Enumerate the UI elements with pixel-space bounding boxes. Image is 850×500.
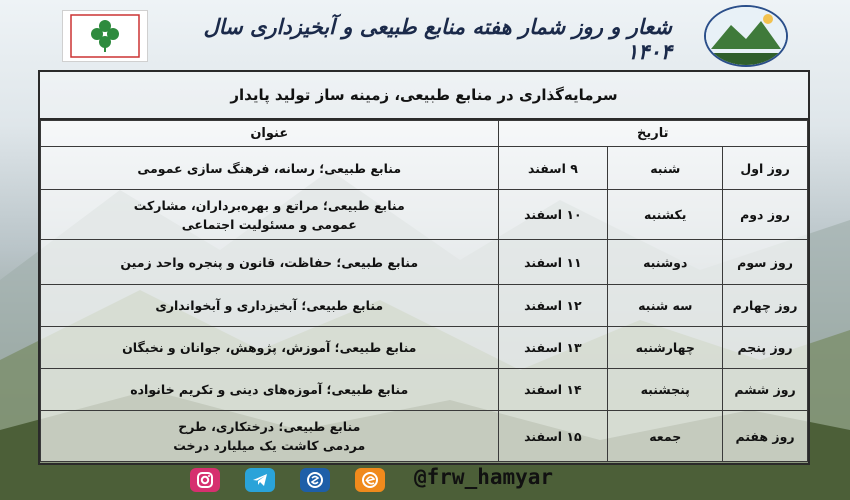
logo-left bbox=[62, 10, 148, 62]
footer bbox=[0, 462, 850, 498]
green-clover-logo-icon bbox=[70, 14, 140, 58]
day-cell: روز دوم bbox=[723, 190, 808, 240]
organization-emblem-logo bbox=[704, 5, 788, 67]
subject-cell: منابع طبیعی؛ درختکاری، طرح مردمی کاشت یک میلیارد درخت bbox=[41, 411, 499, 462]
table-header-row bbox=[41, 121, 808, 147]
subject-cell: منابع طبیعی؛ آموزه‌های دینی و تکریم خانواده bbox=[41, 369, 499, 411]
weekday-cell: شنبه bbox=[608, 147, 723, 190]
table-row bbox=[41, 327, 808, 369]
date-cell: ۱۵ اسفند bbox=[498, 411, 608, 462]
table-row bbox=[41, 240, 808, 285]
subject-cell: منابع طبیعی؛ آموزش، پژوهش، جوانان و نخبگان bbox=[41, 327, 499, 369]
weekday-cell: یکشنبه bbox=[608, 190, 723, 240]
eitaa-icon[interactable] bbox=[355, 468, 385, 492]
date-cell: ۱۳ اسفند bbox=[498, 327, 608, 369]
weekday-cell: دوشنبه bbox=[608, 240, 723, 285]
date-cell: ۱۰ اسفند bbox=[498, 190, 608, 240]
table-row bbox=[41, 411, 808, 462]
instagram-icon[interactable] bbox=[190, 468, 220, 492]
day-cell: روز چهارم bbox=[723, 285, 808, 327]
day-cell: روز اول bbox=[723, 147, 808, 190]
page-title: شعار و روز شمار هفته منابع طبیعی و آبخیزداری سال ۱۴۰۴ bbox=[203, 14, 672, 64]
date-cell: ۱۱ اسفند bbox=[498, 240, 608, 285]
social-handle: @frw_hamyar bbox=[414, 465, 554, 489]
forest-emblem-icon bbox=[706, 7, 786, 65]
subject-cell: منابع طبیعی؛ مراتع و بهره‌برداران، مشارکت عمومی و مسئولیت اجتماعی bbox=[41, 190, 499, 240]
day-cell: روز هفتم bbox=[723, 411, 808, 462]
day-cell: روز ششم bbox=[723, 369, 808, 411]
table-row bbox=[41, 147, 808, 190]
weekday-cell: چهارشنبه bbox=[608, 327, 723, 369]
column-header-date: تاریخ bbox=[498, 121, 807, 147]
soroush-icon[interactable] bbox=[300, 468, 330, 492]
column-header-subject: عنوان bbox=[41, 121, 499, 147]
subject-cell: منابع طبیعی؛ حفاظت، قانون و پنجره واحد زمین bbox=[41, 240, 499, 285]
weekday-cell: جمعه bbox=[608, 411, 723, 462]
telegram-icon[interactable] bbox=[245, 468, 275, 492]
day-cell: روز پنجم bbox=[723, 327, 808, 369]
date-cell: ۹ اسفند bbox=[498, 147, 608, 190]
table-row bbox=[41, 190, 808, 240]
day-cell: روز سوم bbox=[723, 240, 808, 285]
weekday-cell: پنجشنبه bbox=[608, 369, 723, 411]
header bbox=[0, 0, 850, 68]
weekday-cell: سه شنبه bbox=[608, 285, 723, 327]
date-cell: ۱۲ اسفند bbox=[498, 285, 608, 327]
date-cell: ۱۴ اسفند bbox=[498, 369, 608, 411]
schedule-card bbox=[38, 70, 810, 465]
table-row bbox=[41, 369, 808, 411]
subject-cell: منابع طبیعی؛ آبخیزداری و آبخوانداری bbox=[41, 285, 499, 327]
subject-cell: منابع طبیعی؛ رسانه، فرهنگ سازی عمومی bbox=[41, 147, 499, 190]
schedule-table bbox=[40, 120, 808, 462]
table-row bbox=[41, 285, 808, 327]
table-title: سرمایه‌گذاری در منابع طبیعی، زمینه ساز تولید پایدار bbox=[40, 72, 808, 120]
